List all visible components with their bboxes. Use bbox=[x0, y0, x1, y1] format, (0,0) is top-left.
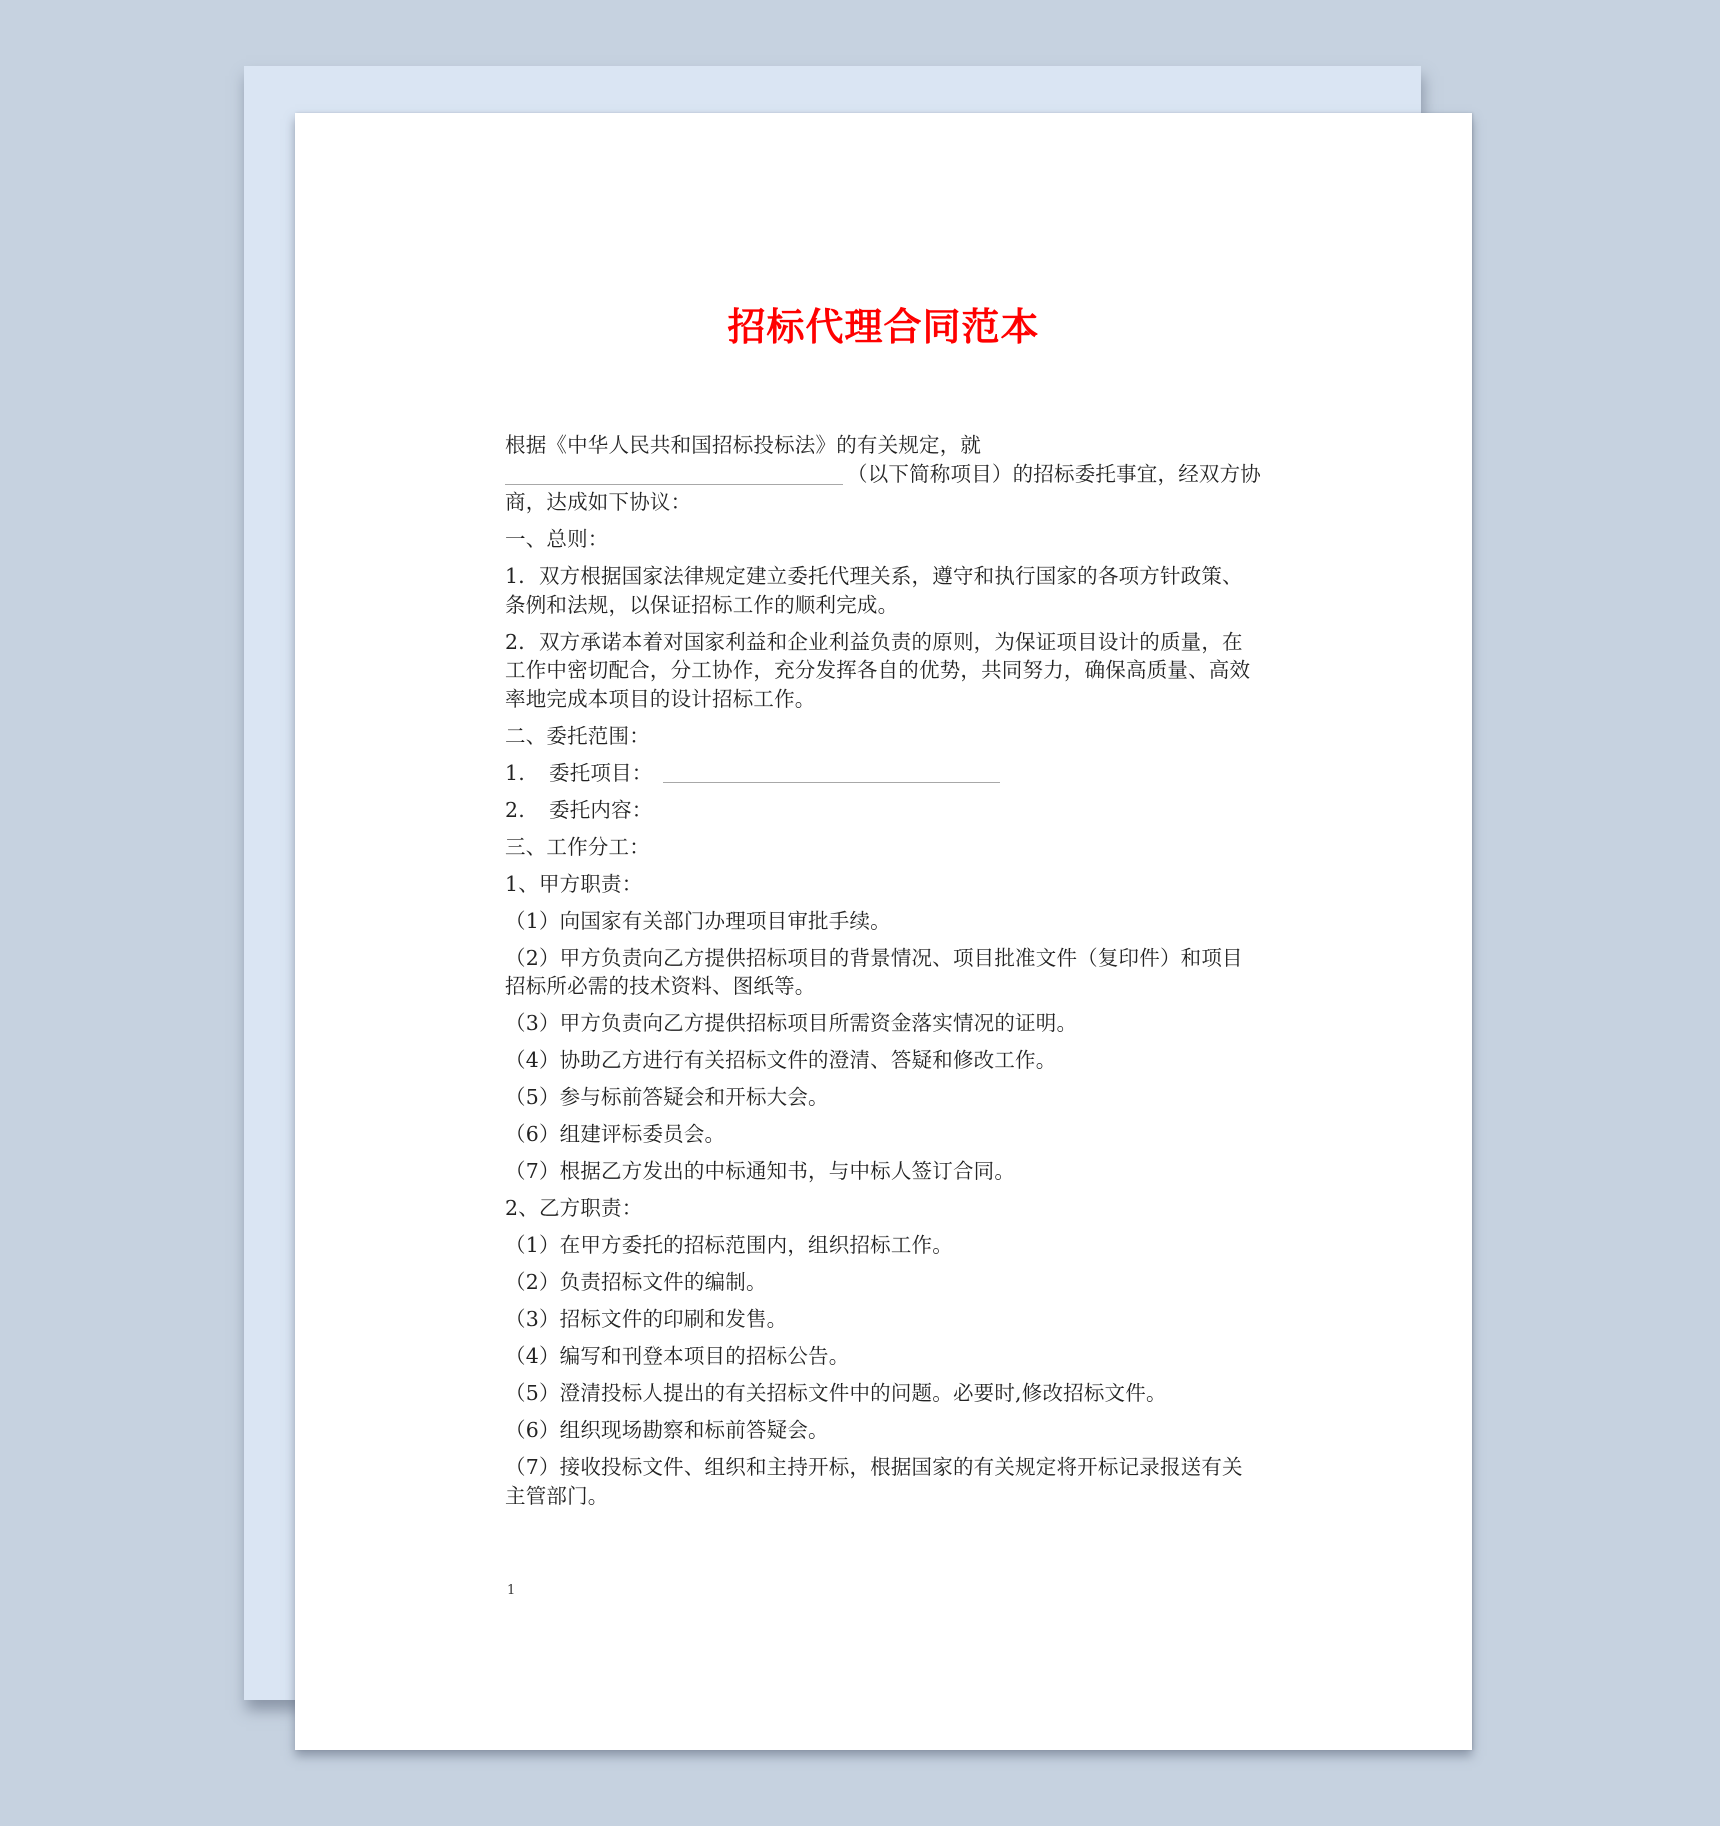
party-b-item: （3）招标文件的印刷和发售。 bbox=[505, 1307, 788, 1331]
party-a-item: （3）甲方负责向乙方提供招标项目所需资金落实情况的证明。 bbox=[505, 1011, 1078, 1035]
intro-line-2: （以下简称项目）的招标委托事宜，经双方协商，达成如下协议： bbox=[505, 461, 1261, 514]
party-b-item: （7）接收投标文件、组织和主持开标，根据国家的有关规定将开标记录报送有关主管部门。 bbox=[505, 1455, 1243, 1508]
party-b-heading: 2、乙方职责： bbox=[505, 1196, 643, 1220]
section-heading-division: 三、工作分工： bbox=[505, 834, 650, 859]
intro-paragraph bbox=[505, 431, 1261, 517]
scope-item-number: 1. bbox=[505, 760, 525, 785]
project-name-blank bbox=[505, 483, 843, 485]
scope-item-label: 委托内容： bbox=[549, 797, 653, 822]
party-a-item: （6）组建评标委员会。 bbox=[505, 1122, 726, 1146]
party-a-item: （1）向国家有关部门办理项目审批手续。 bbox=[505, 908, 891, 933]
document-title: 招标代理合同范本 bbox=[727, 305, 1040, 349]
scope-item-number: 2. bbox=[505, 797, 525, 822]
scope-item-label: 委托项目： bbox=[549, 760, 653, 785]
intro-line-1: 根据《中华人民共和国招标投标法》的有关规定，就 bbox=[505, 433, 982, 457]
party-a-item: （5）参与标前答疑会和开标大会。 bbox=[505, 1085, 829, 1109]
scope-item-project bbox=[505, 759, 1261, 788]
section-heading-general: 一、总则： bbox=[505, 527, 609, 551]
entrusted-project-blank bbox=[663, 781, 1000, 783]
general-item: 2．双方承诺本着对国家利益和企业利益负责的原则，为保证项目设计的质量，在工作中密切配合，分工协作，充分发挥各自的优势，共同努力，确保高质量、高效率地完成本项目的设计招标工作。 bbox=[505, 629, 1251, 711]
party-a-heading: 1、甲方职责： bbox=[505, 871, 643, 896]
party-b-item: （4）编写和刊登本项目的招标公告。 bbox=[505, 1344, 850, 1368]
document-page bbox=[295, 113, 1472, 1750]
party-a-item: （7）根据乙方发出的中标通知书，与中标人签订合同。 bbox=[505, 1159, 1016, 1183]
section-heading-scope: 二、委托范围： bbox=[505, 723, 650, 748]
party-b-item: （6）组织现场勘察和标前答疑会。 bbox=[505, 1418, 829, 1442]
document-body bbox=[505, 431, 1261, 1519]
party-a-item: （2）甲方负责向乙方提供招标项目的背景情况、项目批准文件（复印件）和项目招标所必需的技术资料、图纸等。 bbox=[505, 945, 1243, 998]
party-b-item: （1）在甲方委托的招标范围内，组织招标工作。 bbox=[505, 1233, 953, 1257]
scope-item-content bbox=[505, 796, 1261, 825]
party-b-item: （5）澄清投标人提出的有关招标文件中的问题。必要时,修改招标文件。 bbox=[505, 1381, 1167, 1405]
page-number: 1 bbox=[507, 1583, 516, 1598]
party-a-item: （4）协助乙方进行有关招标文件的澄清、答疑和修改工作。 bbox=[505, 1048, 1057, 1072]
party-b-item: （2）负责招标文件的编制。 bbox=[505, 1270, 767, 1294]
general-item: 1．双方根据国家法律规定建立委托代理关系，遵守和执行国家的各项方针政策、条例和法规，以保证招标工作的顺利完成。 bbox=[505, 564, 1243, 617]
